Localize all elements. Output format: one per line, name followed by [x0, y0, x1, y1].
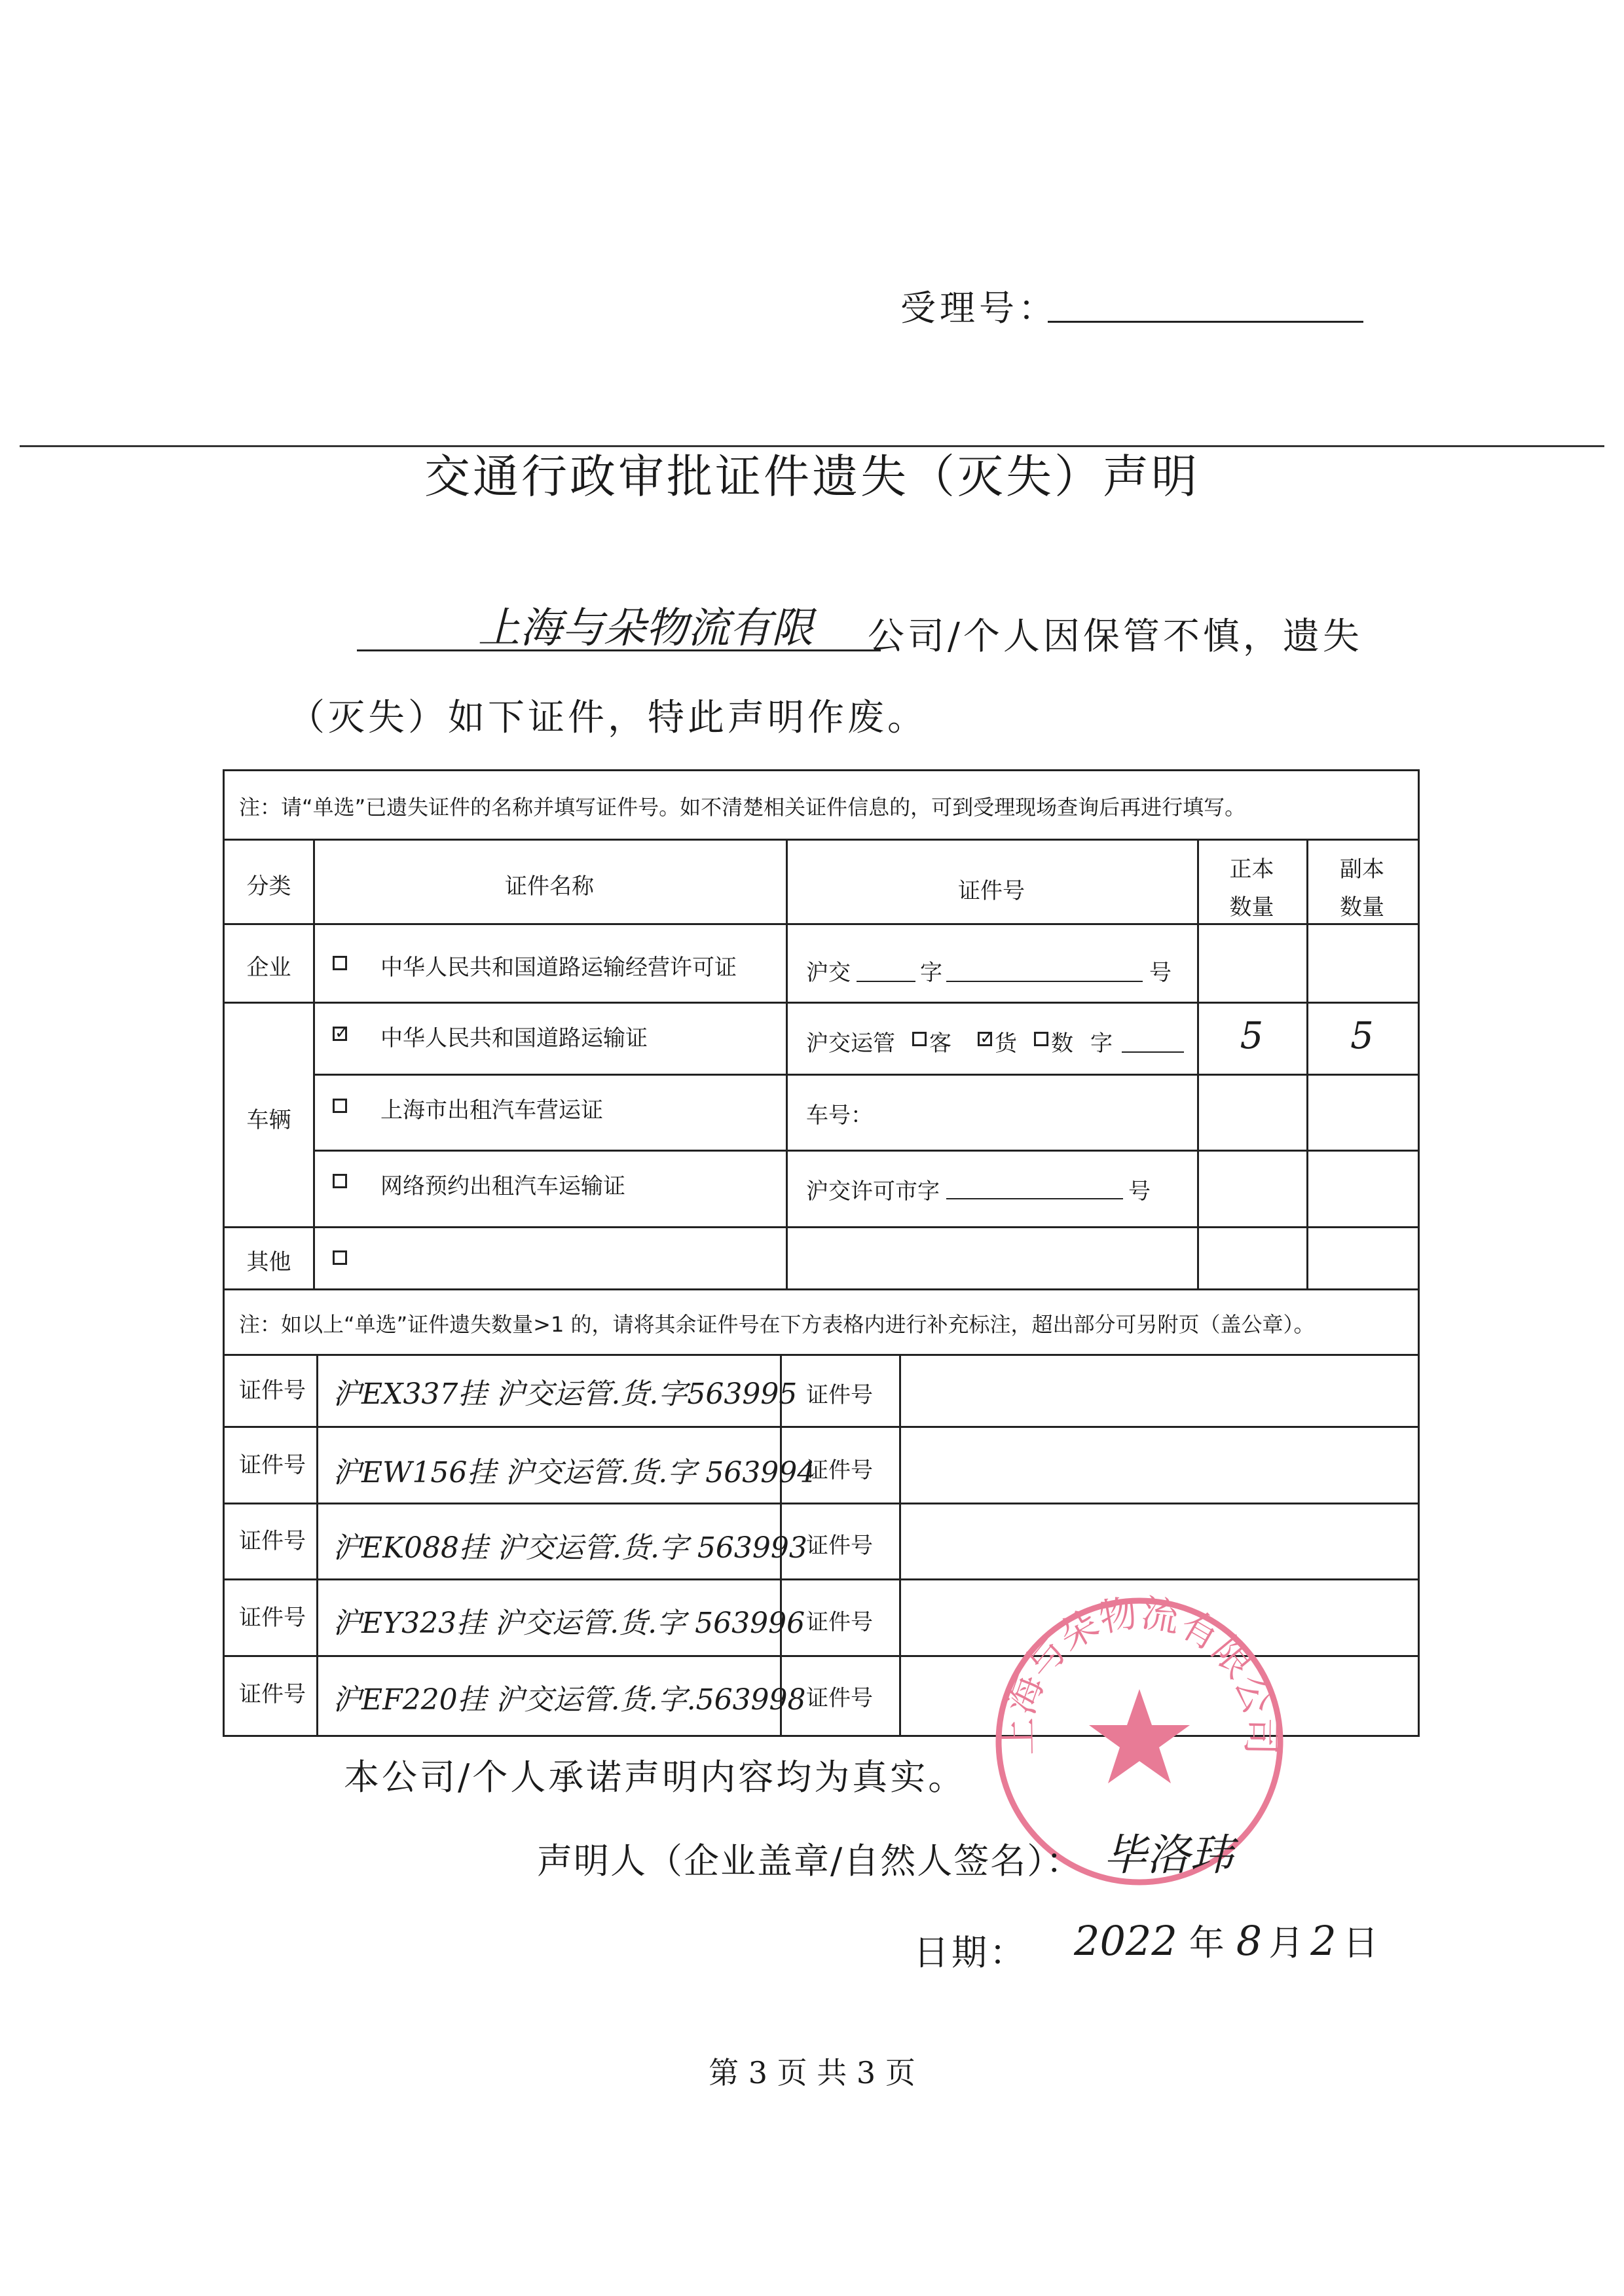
table-rule — [225, 1578, 1418, 1580]
declarant-label: 声明人（企业盖章/自然人签名）： — [537, 1840, 1083, 1882]
extra-cert-label: 证件号 — [239, 1681, 306, 1707]
year-char: 年 — [1189, 1922, 1225, 1963]
table-rule — [225, 1288, 1418, 1290]
extra-cert-label-right: 证件号 — [806, 1685, 873, 1711]
category-other: 其他 — [246, 1249, 291, 1275]
company-name-field[interactable] — [357, 649, 881, 651]
header-cert-no: 证件号 — [958, 878, 1025, 904]
acceptance-number-label: 受理号： — [900, 287, 1058, 329]
ride-hailing-no-suffix: 号 — [1128, 1178, 1151, 1205]
option-passenger: 客 — [929, 1030, 951, 1057]
table-rule — [225, 923, 1418, 925]
header-copy-2: 数量 — [1340, 894, 1384, 920]
day-char: 日 — [1342, 1922, 1378, 1963]
transport-no-prefix: 沪交运管 — [806, 1030, 895, 1057]
extra-cert-label-right: 证件号 — [806, 1609, 873, 1635]
extra-cert-label-right: 证件号 — [806, 1457, 873, 1484]
table-rule — [225, 1426, 1418, 1428]
category-enterprise: 企业 — [246, 955, 291, 981]
header-cert-name: 证件名称 — [505, 873, 594, 900]
table-rule — [313, 1150, 1418, 1152]
option-cargo: 货 — [995, 1030, 1017, 1057]
header-copy-1: 副本 — [1340, 856, 1384, 883]
category-vehicle: 车辆 — [246, 1107, 291, 1133]
table-rule — [225, 1002, 1418, 1004]
ride-hailing-no-prefix: 沪交许可市字 — [806, 1178, 940, 1205]
document-title: 交通行政审批证件遗失（灭失）声明 — [424, 450, 1200, 503]
extra-cert-label: 证件号 — [239, 1605, 306, 1631]
date-month: 8 — [1236, 1917, 1263, 1965]
table-rule — [786, 839, 788, 1288]
table-rule — [313, 839, 315, 1288]
date-value — [1074, 1915, 1378, 1965]
seal-text: 上海与朵物流有限公司 — [995, 1591, 1283, 1756]
header-original-1: 正本 — [1229, 856, 1274, 883]
checkbox-passenger[interactable] — [912, 1032, 927, 1046]
original-quantity: 5 — [1240, 1015, 1264, 1057]
extra-cert-label-right: 证件号 — [806, 1382, 873, 1408]
date-year: 2022 — [1074, 1917, 1177, 1965]
table-rule — [225, 1503, 1418, 1504]
ride-hailing-no-field[interactable] — [946, 1198, 1123, 1199]
table-rule — [313, 1074, 1418, 1076]
cert-name-road-transport: 中华人民共和国道路运输证 — [380, 1025, 648, 1051]
copy-quantity: 5 — [1350, 1015, 1374, 1057]
transport-no-field[interactable] — [1122, 1051, 1184, 1053]
table-rule — [225, 839, 1418, 841]
page-number: 第 3 页 共 3 页 — [709, 2055, 915, 2090]
permit-no-prefix: 沪交 — [806, 960, 851, 986]
extra-cert-label-right: 证件号 — [806, 1533, 873, 1559]
plate-no-label: 车号： — [806, 1102, 873, 1129]
company-name-handwritten: 上海与朵物流有限 — [478, 604, 813, 653]
cert-name-ride-hailing: 网络预约出租汽车运输证 — [380, 1173, 625, 1199]
permit-no-suffix: 号 — [1149, 960, 1172, 986]
declarant-signature: 毕洛玮 — [1103, 1830, 1233, 1880]
extra-cert-value: 沪EX337挂 沪交运管.货.字563995 — [333, 1377, 798, 1411]
date-day: 2 — [1310, 1917, 1337, 1965]
header-category: 分类 — [246, 873, 291, 900]
extra-cert-value: 沪EY323挂 沪交运管.货.字 563996 — [333, 1607, 805, 1640]
header-original-2: 数量 — [1229, 894, 1274, 920]
extra-cert-value: 沪EK088挂 沪交运管.货.字 563993 — [333, 1531, 807, 1565]
table-rule — [899, 1354, 901, 1735]
checkbox-road-transport-cert[interactable]: ✓ — [333, 1027, 347, 1041]
permit-no-field-2[interactable] — [946, 981, 1143, 982]
seal-star — [1089, 1689, 1190, 1783]
checkbox-digit[interactable] — [1034, 1032, 1048, 1046]
acceptance-number-field[interactable] — [1048, 321, 1363, 323]
statement-line-2: （灭失）如下证件，特此声明作废。 — [288, 697, 927, 739]
table-note-top: 注：请“单选”已遗失证件的名称并填写证件号。如不清楚相关证件信息的，可到受理现场查询后再进行填写。 — [239, 795, 1246, 820]
checkbox-operation-permit[interactable] — [333, 956, 347, 970]
extra-cert-label: 证件号 — [239, 1452, 306, 1478]
date-label: 日期： — [913, 1932, 1027, 1973]
extra-cert-value: 沪EW156挂 沪交运管.货.字 563994 — [333, 1456, 816, 1489]
cert-name-taxi: 上海市出租汽车营运证 — [380, 1097, 603, 1123]
extra-cert-value: 沪EF220挂 沪交运管.货.字.563998 — [333, 1683, 806, 1717]
cert-name-operation-permit: 中华人民共和国道路运输经营许可证 — [380, 955, 737, 981]
permit-no-mid: 字 — [920, 960, 942, 986]
table-rule — [225, 1226, 1418, 1228]
table-rule — [316, 1354, 318, 1735]
checkbox-ride-hailing[interactable] — [333, 1174, 347, 1188]
extra-cert-label: 证件号 — [239, 1377, 306, 1404]
checkbox-taxi-license[interactable] — [333, 1099, 347, 1113]
statement-line-1: 公司/个人因保管不慎，遗失 — [868, 615, 1363, 658]
extra-cert-label: 证件号 — [239, 1528, 306, 1554]
month-char: 月 — [1268, 1922, 1304, 1963]
transport-no-mid: 字 — [1090, 1030, 1113, 1057]
permit-no-field-1[interactable] — [857, 981, 915, 982]
promise-statement: 本公司/个人承诺声明内容均为真实。 — [344, 1757, 967, 1798]
checkbox-cargo[interactable]: ✓ — [978, 1032, 992, 1046]
option-digit: 数 — [1051, 1030, 1073, 1057]
table-note-bottom: 注：如以上“单选”证件遗失数量>1 的，请将其余证件号在下方表格内进行补充标注，超出部分可另附页（盖公章）。 — [239, 1312, 1315, 1337]
table-rule — [225, 1354, 1418, 1356]
checkbox-other[interactable] — [333, 1250, 347, 1265]
